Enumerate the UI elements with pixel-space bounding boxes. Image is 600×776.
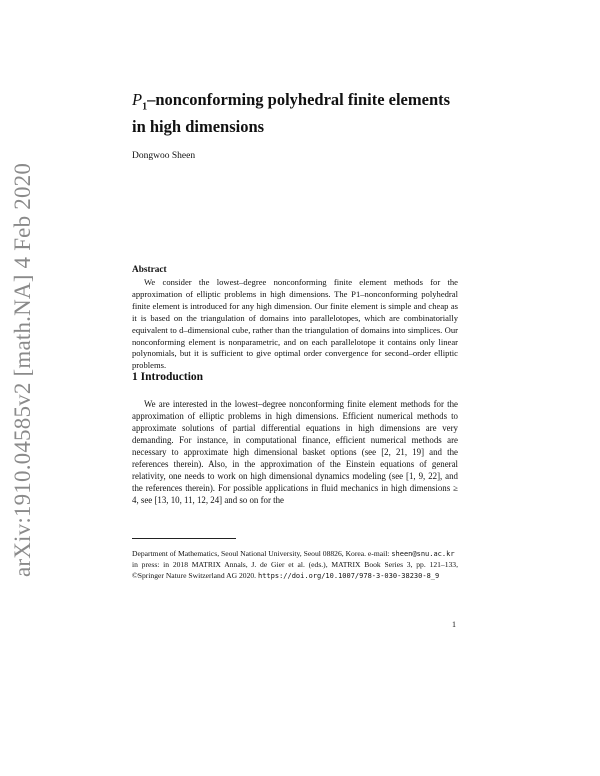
abstract-body: We consider the lowest–degree nonconforming finite element methods for the approximation of elliptic problems in high dimensions. The P1–nonconforming polyhedral finite element is introduced for any high dimension. Our finite element is simple and cheap as it is based on the triangulation of domains into parallelotopes, which are combinatorially equivalent to d–dimensional cube, rather than the triangulation of domains into simplices. Our nonconforming element is nonparametric, and on each parallelotope it contains only linear polynomials, but it is sufficient to give optimal order convergence for second–order elliptic problems. bbox=[132, 277, 458, 371]
title-symbol-sub: 1 bbox=[142, 101, 148, 113]
footnote bbox=[132, 549, 458, 581]
introduction-body: We are interested in the lowest–degree nonconforming finite element methods for the approximation of elliptic problems in high dimensions. Efficient numerical methods to approximate solutions of partial differential equations in high dimensions are very demanding. For instance, in computational finance, efficient numerical methods are necessary to approximate high dimensional basket options (see [2, 21, 19] and the references therein). Also, in the approximation of the Einstein equations of general relativity, one needs to work on high dimensional dynamics modeling (see [1, 9, 22], and the references therein). For possible applications in fluid mechanics in high dimensions ≥ 4, see [13, 10, 11, 12, 24] and so on for the bbox=[132, 399, 458, 505]
abstract-heading: Abstract bbox=[132, 265, 167, 275]
paper-title bbox=[132, 90, 458, 137]
section-heading: 1 Introduction bbox=[132, 371, 204, 383]
title-text: –nonconforming polyhedral finite elements in high dimensions bbox=[132, 90, 451, 137]
footnote-affiliation: Department of Mathematics, Seoul National University, Seoul 08826, Korea. e-mail: bbox=[132, 549, 390, 558]
author-name: Dongwoo Sheen bbox=[132, 151, 196, 161]
footnote-citation: in press: in 2018 MATRIX Annals, J. de Gier et al. (eds.), MATRIX Book Series 3, pp. 121–133, ©Springer Nature Switzerland AG 2020. bbox=[132, 559, 458, 580]
footnote-email[interactable]: sheen@snu.ac.kr bbox=[391, 550, 455, 558]
footnote-doi-link[interactable]: https://doi.org/10.1007/978-3-030-38230-8_9 bbox=[258, 571, 440, 580]
arxiv-stamp-text: arXiv:1910.04585v2 [math.NA] 4 Feb 2020 bbox=[10, 162, 35, 578]
arxiv-stamp bbox=[8, 162, 38, 578]
footnote-rule bbox=[132, 538, 236, 539]
page-number: 1 bbox=[452, 620, 456, 629]
title-symbol: P bbox=[132, 90, 143, 109]
